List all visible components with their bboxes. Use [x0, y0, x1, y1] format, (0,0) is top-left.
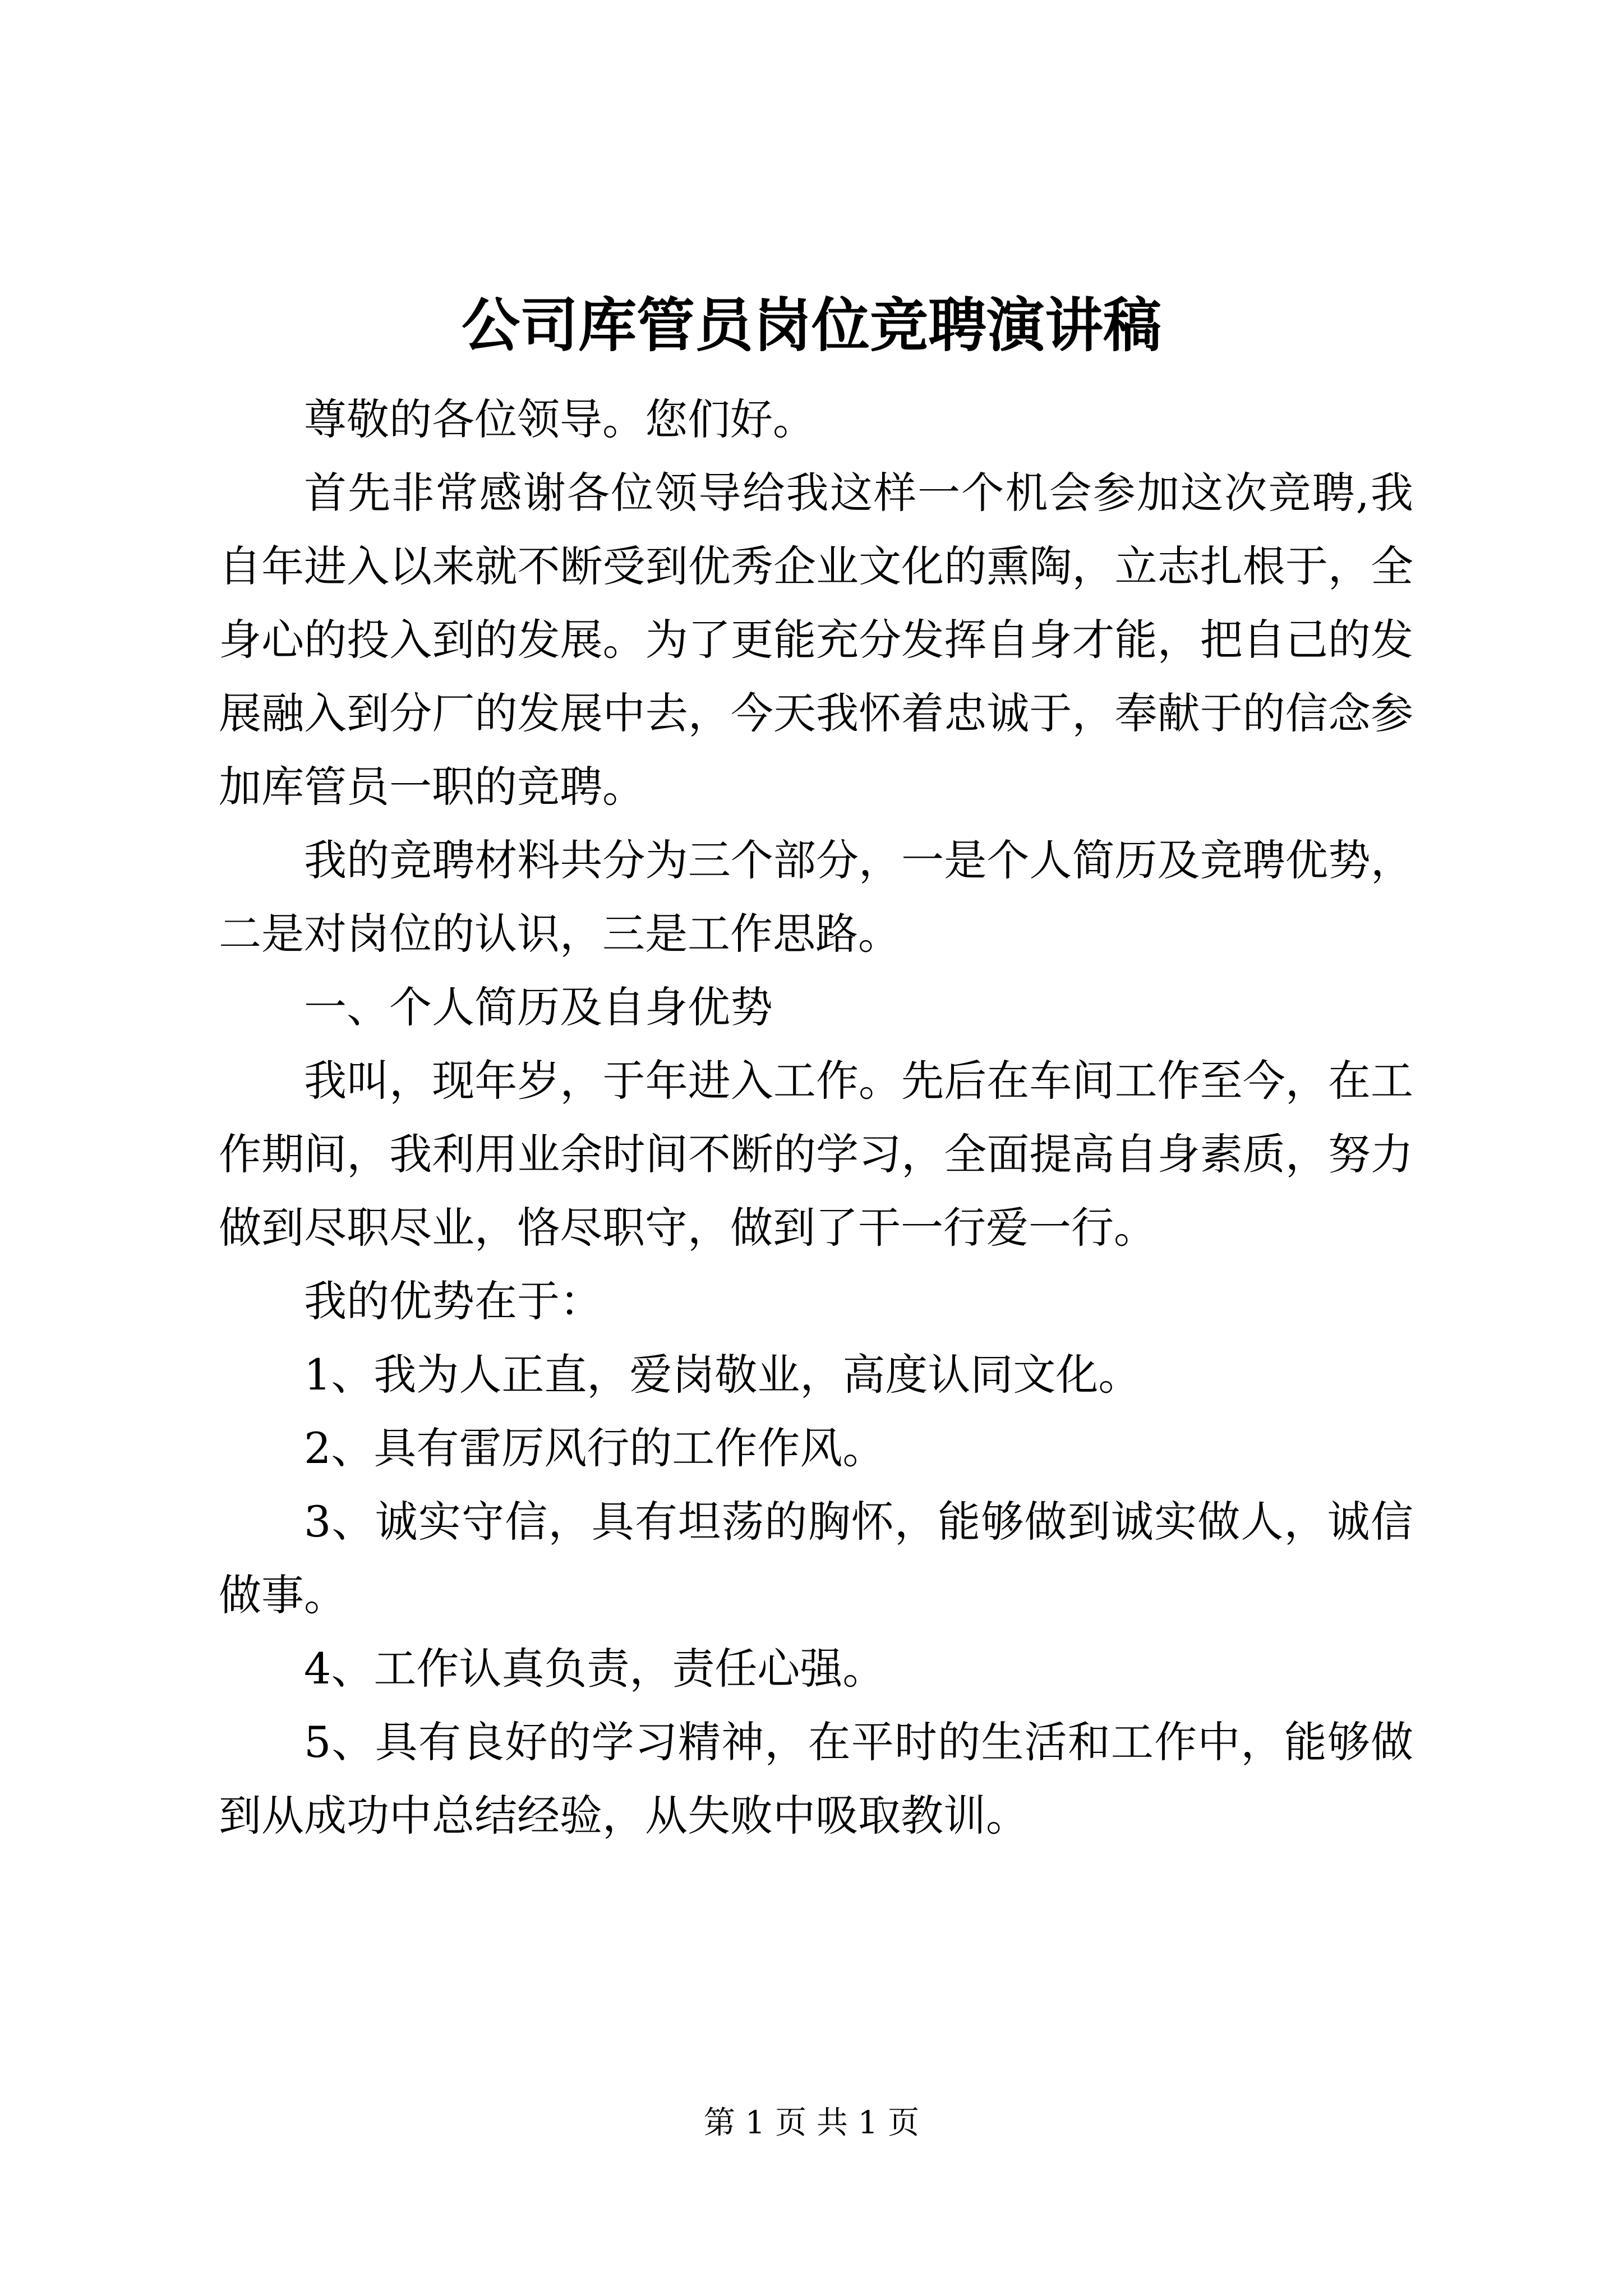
list-item-advantage-2: 2、具有雷厉风行的工作作风。	[304, 1423, 886, 1473]
list-item-advantage-5: 5、具有良好的学习精神，在平时的生活和工作中，能够做到从成功中总结经验，从失败中吸取教训。	[219, 1717, 1413, 1841]
section-heading-resume: 一、个人简历及自身优势	[304, 982, 773, 1032]
document-title: 公司库管员岗位竞聘演讲稿	[461, 291, 1161, 360]
paragraph-introduction: 首先非常感谢各位领导给我这样一个机会参加这次竞聘,我自年进入以来就不断受到优秀企业文化的熏陶，立志扎根于，全身心的投入到的发展。为了更能充分发挥自身才能，把自己的发展融入到分厂的发展中去，今天我怀着忠诚于，奉献于的信念参加库管员一职的竞聘。	[219, 468, 1413, 812]
paragraph-outline: 我的竞聘材料共分为三个部分，一是个人简历及竞聘优势，二是对岗位的认识，三是工作思路。	[219, 835, 1413, 959]
list-item-advantage-3: 3、诚实守信，具有坦荡的胸怀，能够做到诚实做人，诚信做事。	[219, 1497, 1413, 1620]
paragraph-greeting: 尊敬的各位领导。您们好。	[304, 394, 815, 444]
document-body	[219, 383, 1413, 1852]
list-item-advantage-4: 4、工作认真负责，责任心强。	[304, 1644, 886, 1694]
paragraph-resume: 我叫，现年岁，于年进入工作。先后在车间工作至今，在工作期间，我利用业余时间不断的学习，全面提高自身素质，努力做到尽职尽业，恪尽职守，做到了干一行爱一行。	[219, 1056, 1413, 1253]
paragraph-advantages-intro: 我的优势在于：	[304, 1276, 602, 1326]
page-number-footer: 第 1 页 共 1 页	[703, 2105, 920, 2141]
list-item-advantage-1: 1、我为人正直，爱岗敬业，高度认同文化。	[304, 1350, 1141, 1400]
